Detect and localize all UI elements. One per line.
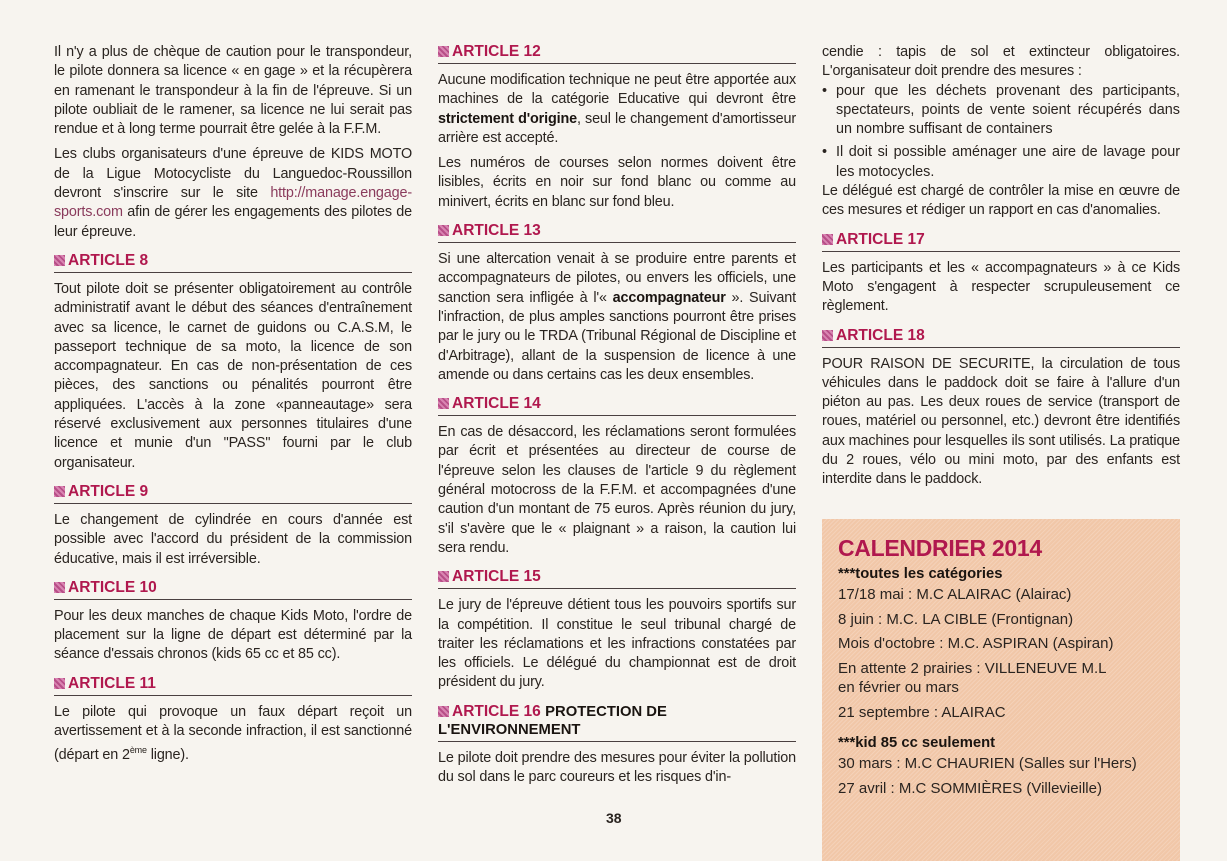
article-10-heading [54, 579, 412, 600]
article-14-text: En cas de désaccord, les réclamations seront formulées par écrit et présentées au directeur de course de l'épreuve selon les clauses de l'article 9 du règlement général motocross de la F.F.M. et accompagnées d'une caution d'un montant de 75 euros. Après réunion du jury, s'il s'avère que le « plaignant » a raison, la caution lui sera rendu. [438, 424, 796, 556]
article-11-heading [54, 675, 412, 696]
list-item [822, 82, 1180, 140]
article-subtitle: PROTECTION DE L'ENVIRONNEMENT [438, 703, 667, 738]
square-bullet-icon [54, 582, 65, 593]
column-left [54, 43, 412, 765]
article-title: ARTICLE 11 [68, 674, 156, 692]
text: Aucune modification technique ne peut être apportée aux machines de la catégorie Educative qui devront être [438, 72, 796, 108]
square-bullet-icon [438, 706, 449, 717]
calendar-title: CALENDRIER 2014 [838, 535, 1042, 561]
article-14-heading [438, 395, 796, 416]
article-12-text [438, 71, 796, 148]
calendar-category: ***kid 85 cc seulement [838, 735, 996, 751]
bullet-icon: • [822, 82, 828, 99]
calendar-event: En attente 2 prairies : VILLENEUVE M.L en février ou mars [838, 659, 1107, 696]
square-bullet-icon [438, 571, 449, 582]
square-bullet-icon [54, 255, 65, 266]
article-11-text [54, 703, 412, 766]
text: Les clubs organisateurs d'une épreuve de KIDS MOTO de la Ligue Motocycliste du Languedoc-Roussillon devront s'inscrire sur le site [54, 146, 412, 202]
website-link[interactable]: http://manage.engage-sports.com [54, 185, 412, 221]
article-title: ARTICLE 15 [452, 568, 541, 586]
article-8-heading [54, 252, 412, 273]
page-number: 38 [606, 810, 622, 826]
article-17-text: Les participants et les « accompagnateurs » à ce Kids Moto s'engagent à respecter scrupuleusement ce règlement. [822, 259, 1180, 315]
article-13-heading [438, 222, 796, 243]
bullet-list [822, 82, 1180, 182]
article-title: ARTICLE 9 [68, 482, 149, 500]
square-bullet-icon [54, 486, 65, 497]
column-right [822, 43, 1180, 490]
article-title: ARTICLE 16 [452, 702, 541, 720]
article-title: ARTICLE 12 [452, 43, 541, 60]
article-title: ARTICLE 8 [68, 251, 149, 269]
article-13-text [438, 250, 796, 385]
calendar-event: 8 juin : M.C. LA CIBLE (Frontignan) [838, 610, 1074, 628]
article-10-text: Pour les deux manches de chaque Kids Moto, l'ordre de placement sur la ligne de départ est déterminé par la séance d'essais chronos (kids 65 cc et 85 cc). [54, 607, 412, 663]
article-title: ARTICLE 13 [452, 222, 541, 240]
square-bullet-icon [822, 330, 833, 341]
paragraph: cendie : tapis de sol et extincteur obligatoires. L'organisateur doit prendre des mesures : [822, 44, 1180, 80]
article-9-text: Le changement de cylindrée en cours d'année est possible avec l'accord du président de la commission éducative, mais il est irréversible. [54, 511, 412, 567]
list-item [822, 143, 1180, 182]
superscript: ème [129, 745, 147, 756]
text: ». Suivant l'infraction, de plus amples sanctions pourront être prises par le jury ou le TRDA (Tribunal Régional de Discipline et d'Arbitrage), allant de la suspension de licence à une amende ou dans certains cas les deux ensembles. [438, 289, 796, 383]
article-15-text: Le jury de l'épreuve détient tous les pouvoirs sportifs sur la compétition. Il constitue le seul tribunal chargé de traiter les réclamations et les infractions constatées par les officiels. Le délégué du championnat est de droit président du jury. [438, 597, 796, 691]
text: afin de gérer les engagements des pilotes de leur épreuve. [54, 204, 412, 240]
text: Il doit si possible aménager une aire de lavage pour les motocycles. [836, 144, 1180, 180]
calendar-event: 27 avril : M.C SOMMIÈRES (Villevieille) [838, 779, 1102, 797]
square-bullet-icon [438, 46, 449, 57]
square-bullet-icon [438, 398, 449, 409]
paragraph: Il n'y a plus de chèque de caution pour le transpondeur, le pilote donnera sa licence « en gage » et la récupèrera en ramenant le transpondeur à la fin de l'épreuve. Si un pilote oubliait de le ramener, sa licence ne lui serait pas rendue et à long terme pourrait être gelée à la F.F.M. [54, 44, 412, 138]
article-9-heading [54, 483, 412, 504]
square-bullet-icon [54, 678, 65, 689]
text: ligne). [146, 747, 189, 764]
text: , seul le changement d'amortisseur arrière est accepté. [438, 110, 796, 146]
article-16-text: Le pilote doit prendre des mesures pour éviter la pollution du sol dans le parc coureurs et les risques d'in- [438, 749, 796, 786]
article-17-heading [822, 231, 1180, 252]
square-bullet-icon [438, 225, 449, 236]
calendar-event: 30 mars : M.C CHAURIEN (Salles sur l'Hers) [838, 755, 1137, 772]
article-12-text-2: Les numéros de courses selon normes doivent être lisibles, écrits en noir sur fond blanc ou comme au minivert, écrits en blanc sur fond bleu. [438, 155, 796, 210]
article-title: ARTICLE 14 [452, 395, 541, 413]
article-18-heading [822, 327, 1180, 348]
calendar-category: ***toutes les catégories [838, 566, 1003, 582]
paragraph [54, 145, 412, 241]
text: Si une altercation venait à se produire entre parents et accompagnateurs de pilotes, ou envers les officiels, une sanction sera infligée à l'« [438, 251, 796, 306]
article-12-heading [438, 43, 796, 64]
article-15-heading [438, 568, 796, 589]
calendar-event: 21 septembre : ALAIRAC [838, 703, 1006, 721]
article-title: ARTICLE 17 [836, 230, 925, 248]
calendar-event: Mois d'octobre : M.C. ASPIRAN (Aspiran) [838, 635, 1114, 652]
emphasis: strictement d'origine [438, 110, 577, 127]
paragraph: Le délégué est chargé de contrôler la mise en œuvre de ces mesures et rédiger un rapport en cas d'anomalies. [822, 183, 1180, 219]
article-18-text: POUR RAISON DE SECURITE, la circulation de tous véhicules dans le paddock doit se faire à l'allure d'un piéton au pas. Les deux roues de service (transport de roues, matériel ou personnel, etc.) devront être identifiés aux machines pour lesquelles ils sont utilisés. La pratique du 2 roues, vélo ou mini moto, par des enfants est interdite dans le paddock. [822, 355, 1180, 488]
emphasis: accompagnateur [612, 289, 726, 306]
article-title: ARTICLE 18 [836, 326, 925, 344]
bullet-icon: • [822, 144, 828, 161]
spacer [838, 727, 1180, 735]
square-bullet-icon [822, 234, 833, 245]
text: pour que les déchets provenant des participants, spectateurs, points de vente soient récupérés dans un nombre suffisant de containers [836, 82, 1180, 138]
article-title: ARTICLE 10 [68, 578, 157, 596]
article-16-heading [438, 703, 796, 742]
article-8-text: Tout pilote doit se présenter obligatoirement au contrôle administratif avant le début des séances d'entraînement avec sa licence, le carnet de guidons ou C.A.S.M, le passeport technique de sa moto, la licence de son accompagnateur. En cas de non-présentation de ces pièces, des sanctions ou pénalités pourront être appliquées. L'accès à la zone «panneautage» sera réservé exclusivement aux personnes titulaires d'une licence et munie d'un "PASS" fourni par le club organisateur. [54, 280, 412, 471]
calendar-box [822, 519, 1180, 861]
column-middle [438, 43, 796, 787]
text: Le pilote qui provoque un faux départ reçoit un avertissement et à la seconde infraction, il est sanctionné (départ en 2 [54, 703, 412, 764]
calendar-event: 17/18 mai : M.C ALAIRAC (Alairac) [838, 586, 1072, 603]
